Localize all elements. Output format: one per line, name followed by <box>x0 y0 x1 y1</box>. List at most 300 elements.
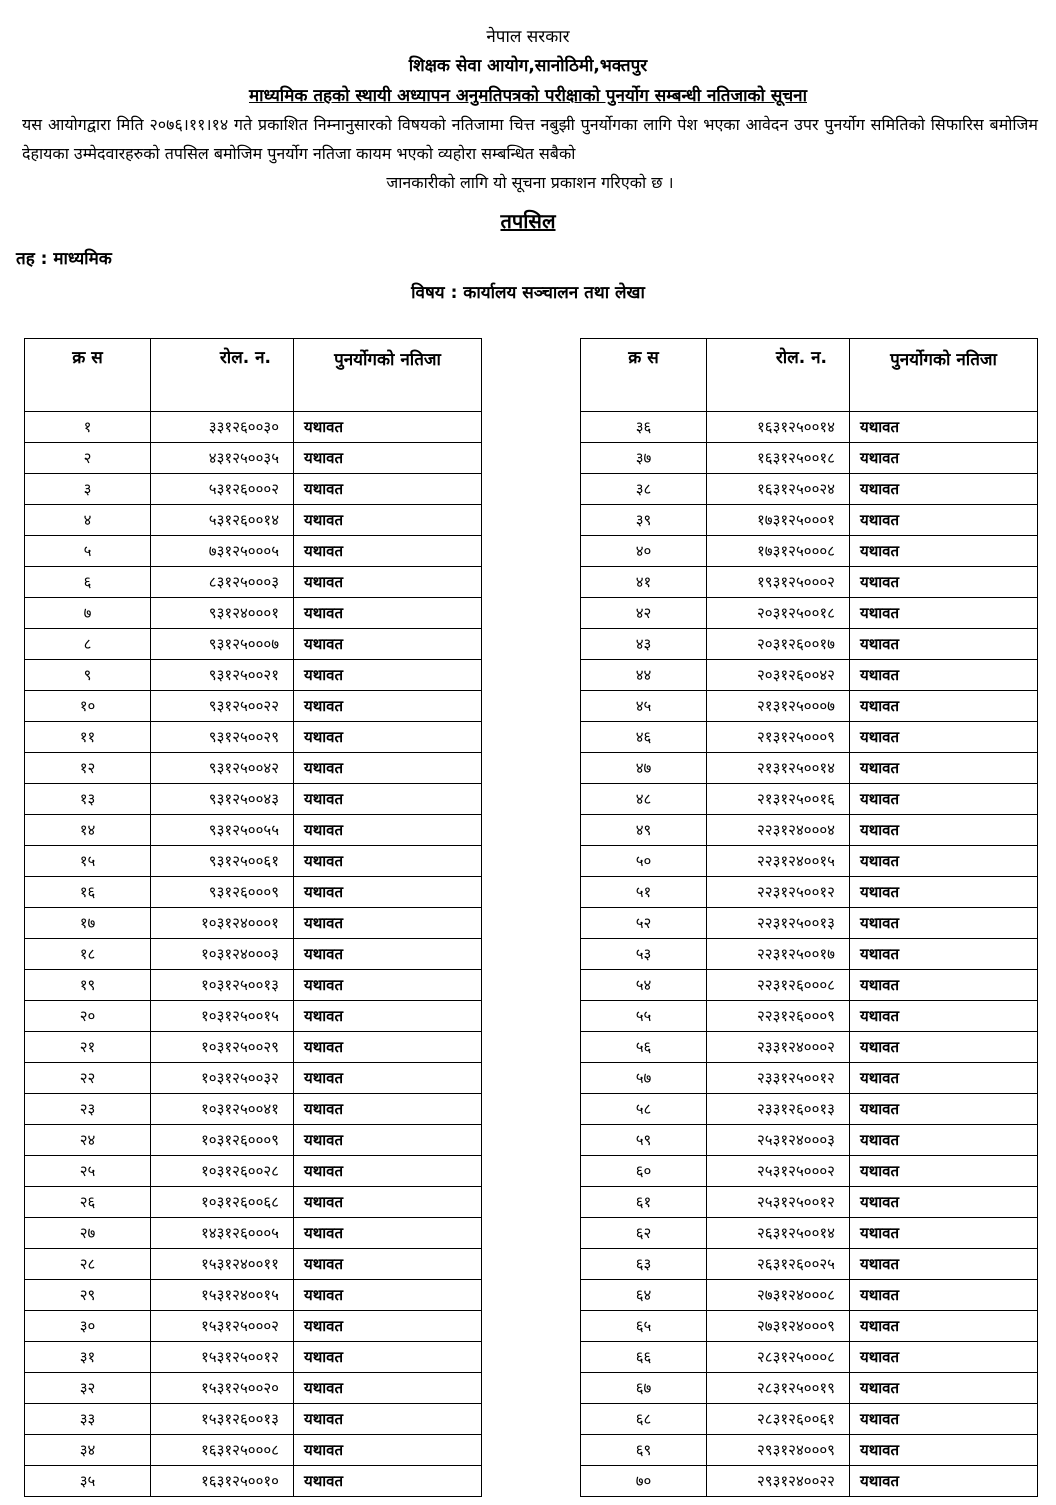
table-row <box>581 1032 1038 1063</box>
row-roll-number: २३३१२५००१२ <box>707 1063 850 1094</box>
row-result: यथावत <box>294 1001 482 1032</box>
row-sn: ६० <box>581 1156 707 1187</box>
row-sn: २८ <box>25 1249 151 1280</box>
table-row <box>25 1187 482 1218</box>
row-sn: २३ <box>25 1094 151 1125</box>
row-roll-number: २८३१२६००६१ <box>707 1404 850 1435</box>
row-roll-number: १०३१२४०००१ <box>151 908 294 939</box>
table-row <box>581 722 1038 753</box>
row-sn: २७ <box>25 1218 151 1249</box>
row-result: यथावत <box>850 598 1038 629</box>
row-roll-number: २१३१२५०००९ <box>707 722 850 753</box>
row-sn: ६४ <box>581 1280 707 1311</box>
row-result: यथावत <box>850 443 1038 474</box>
table-row <box>581 412 1038 443</box>
row-roll-number: १०३१२६००२८ <box>151 1156 294 1187</box>
row-roll-number: २९३१२४००२२ <box>707 1466 850 1497</box>
row-result: यथावत <box>850 1435 1038 1466</box>
row-sn: ३२ <box>25 1373 151 1404</box>
row-result: यथावत <box>850 784 1038 815</box>
row-sn: ३ <box>25 474 151 505</box>
row-roll-number: ५३१२६००१४ <box>151 505 294 536</box>
row-roll-number: २२३१२५००१७ <box>707 939 850 970</box>
row-sn: ६३ <box>581 1249 707 1280</box>
row-roll-number: २५३१२४०००३ <box>707 1125 850 1156</box>
row-roll-number: २६३१२५००१४ <box>707 1218 850 1249</box>
row-sn: ४१ <box>581 567 707 598</box>
row-result: यथावत <box>294 1311 482 1342</box>
row-roll-number: ५३१२६०००२ <box>151 474 294 505</box>
row-result: यथावत <box>294 1218 482 1249</box>
row-roll-number: २२३१२४०००४ <box>707 815 850 846</box>
row-result: यथावत <box>294 660 482 691</box>
row-result: यथावत <box>294 753 482 784</box>
table-row <box>25 505 482 536</box>
row-roll-number: १०३१२६०००९ <box>151 1125 294 1156</box>
table-row <box>25 1404 482 1435</box>
row-result: यथावत <box>850 1094 1038 1125</box>
row-roll-number: ९३१२५००२२ <box>151 691 294 722</box>
header-government: नेपाल सरकार <box>486 27 570 47</box>
row-sn: ३६ <box>581 412 707 443</box>
table-row <box>581 629 1038 660</box>
row-result: यथावत <box>850 1063 1038 1094</box>
column-header-result: पुनर्योगको नतिजा <box>850 339 1038 412</box>
row-sn: १६ <box>25 877 151 908</box>
row-result: यथावत <box>294 908 482 939</box>
row-sn: ५१ <box>581 877 707 908</box>
row-result: यथावत <box>294 877 482 908</box>
row-result: यथावत <box>850 1032 1038 1063</box>
row-roll-number: १५३१२४००११ <box>151 1249 294 1280</box>
row-roll-number: १०३१२५००३२ <box>151 1063 294 1094</box>
row-sn: ५३ <box>581 939 707 970</box>
row-roll-number: ९३१२४०००१ <box>151 598 294 629</box>
row-roll-number: १०३१२५००१३ <box>151 970 294 1001</box>
table-row <box>581 691 1038 722</box>
row-roll-number: १६३१२५००१० <box>151 1466 294 1497</box>
row-roll-number: ९३१२५०००७ <box>151 629 294 660</box>
row-sn: ६८ <box>581 1404 707 1435</box>
row-sn: १५ <box>25 846 151 877</box>
row-result: यथावत <box>850 1280 1038 1311</box>
row-roll-number: २२३१२४००१५ <box>707 846 850 877</box>
table-row <box>25 784 482 815</box>
column-header-result: पुनर्योगको नतिजा <box>294 339 482 412</box>
table-row <box>25 1032 482 1063</box>
row-result: यथावत <box>850 1311 1038 1342</box>
row-roll-number: ९३१२५००४२ <box>151 753 294 784</box>
row-result: यथावत <box>294 505 482 536</box>
row-sn: १७ <box>25 908 151 939</box>
row-result: यथावत <box>294 1404 482 1435</box>
row-sn: ६७ <box>581 1373 707 1404</box>
table-row <box>25 815 482 846</box>
row-sn: २२ <box>25 1063 151 1094</box>
row-roll-number: ४३१२५००३५ <box>151 443 294 474</box>
row-result: यथावत <box>294 629 482 660</box>
row-result: यथावत <box>294 970 482 1001</box>
row-roll-number: ८३१२५०००३ <box>151 567 294 598</box>
row-roll-number: १६३१२५००१८ <box>707 443 850 474</box>
row-sn: ४२ <box>581 598 707 629</box>
row-sn: ५४ <box>581 970 707 1001</box>
row-roll-number: २३३१२४०००२ <box>707 1032 850 1063</box>
row-roll-number: १५३१२५००१२ <box>151 1342 294 1373</box>
intro-last-line: जानकारीको लागि यो सूचना प्रकाशन गरिएको छ । <box>386 173 674 192</box>
row-sn: ११ <box>25 722 151 753</box>
table-row <box>581 1311 1038 1342</box>
table-row <box>581 1125 1038 1156</box>
row-result: यथावत <box>850 970 1038 1001</box>
row-sn: १२ <box>25 753 151 784</box>
row-roll-number: २१३१२५००१६ <box>707 784 850 815</box>
row-result: यथावत <box>294 443 482 474</box>
table-row <box>581 536 1038 567</box>
row-roll-number: ९३१२५००४३ <box>151 784 294 815</box>
row-roll-number: १५३१२५०००२ <box>151 1311 294 1342</box>
table-row <box>581 1404 1038 1435</box>
row-roll-number: २८३१२५०००८ <box>707 1342 850 1373</box>
row-result: यथावत <box>294 474 482 505</box>
row-result: यथावत <box>850 505 1038 536</box>
row-sn: ६१ <box>581 1187 707 1218</box>
results-table-left <box>24 338 482 1497</box>
table-row <box>581 660 1038 691</box>
row-sn: १३ <box>25 784 151 815</box>
row-roll-number: २२३१२५००१३ <box>707 908 850 939</box>
column-header-sn: क्र स <box>581 339 707 412</box>
table-row <box>25 939 482 970</box>
row-sn: ७ <box>25 598 151 629</box>
row-sn: ४७ <box>581 753 707 784</box>
row-roll-number: १०३१२५००१५ <box>151 1001 294 1032</box>
row-roll-number: २५३१२५०००२ <box>707 1156 850 1187</box>
row-sn: ४० <box>581 536 707 567</box>
row-result: यथावत <box>294 536 482 567</box>
table-row <box>581 877 1038 908</box>
row-sn: ४५ <box>581 691 707 722</box>
row-roll-number: २२३१२६०००९ <box>707 1001 850 1032</box>
table-row <box>25 846 482 877</box>
table-row <box>581 1280 1038 1311</box>
row-roll-number: ९३१२५००६१ <box>151 846 294 877</box>
row-result: यथावत <box>850 1249 1038 1280</box>
row-sn: ४९ <box>581 815 707 846</box>
row-result: यथावत <box>850 877 1038 908</box>
table-row <box>25 970 482 1001</box>
results-table-left-body <box>25 412 482 1497</box>
row-result: यथावत <box>850 1001 1038 1032</box>
table-row <box>25 691 482 722</box>
row-sn: ४३ <box>581 629 707 660</box>
row-roll-number: २०३१२६००१७ <box>707 629 850 660</box>
row-result: यथावत <box>850 1218 1038 1249</box>
row-roll-number: २७३१२४०००९ <box>707 1311 850 1342</box>
row-roll-number: २७३१२४०००८ <box>707 1280 850 1311</box>
row-sn: २० <box>25 1001 151 1032</box>
row-result: यथावत <box>294 784 482 815</box>
row-sn: २१ <box>25 1032 151 1063</box>
row-roll-number: २८३१२५००१९ <box>707 1373 850 1404</box>
table-row <box>581 1001 1038 1032</box>
table-row <box>25 908 482 939</box>
row-sn: २६ <box>25 1187 151 1218</box>
row-result: यथावत <box>850 629 1038 660</box>
row-sn: ३७ <box>581 443 707 474</box>
row-roll-number: १०३१२६००६८ <box>151 1187 294 1218</box>
table-row <box>581 1187 1038 1218</box>
row-roll-number: १७३१२५०००१ <box>707 505 850 536</box>
row-sn: ६२ <box>581 1218 707 1249</box>
results-table-right <box>580 338 1038 1497</box>
row-roll-number: ९३१२५००२९ <box>151 722 294 753</box>
table-row <box>581 1249 1038 1280</box>
row-roll-number: १५३१२६००१३ <box>151 1404 294 1435</box>
row-sn: ३० <box>25 1311 151 1342</box>
table-row <box>581 1094 1038 1125</box>
row-roll-number: १९३१२५०००२ <box>707 567 850 598</box>
row-result: यथावत <box>294 846 482 877</box>
table-row <box>581 753 1038 784</box>
row-sn: १० <box>25 691 151 722</box>
table-row <box>581 1373 1038 1404</box>
row-roll-number: १६३१२५००२४ <box>707 474 850 505</box>
row-roll-number: ३३१२६००३० <box>151 412 294 443</box>
table-row <box>25 1156 482 1187</box>
column-header-roll: रोल. न. <box>151 339 294 412</box>
row-roll-number: २३३१२६००१३ <box>707 1094 850 1125</box>
row-sn: ५५ <box>581 1001 707 1032</box>
row-sn: ६५ <box>581 1311 707 1342</box>
row-result: यथावत <box>294 1280 482 1311</box>
table-row <box>581 939 1038 970</box>
table-row <box>581 1435 1038 1466</box>
table-row <box>25 1311 482 1342</box>
row-sn: २ <box>25 443 151 474</box>
row-sn: ५० <box>581 846 707 877</box>
row-result: यथावत <box>850 536 1038 567</box>
row-result: यथावत <box>850 660 1038 691</box>
row-sn: ६९ <box>581 1435 707 1466</box>
row-roll-number: १०३१२५००४१ <box>151 1094 294 1125</box>
row-sn: ३५ <box>25 1466 151 1497</box>
table-row <box>581 598 1038 629</box>
tapsil-heading <box>0 207 1056 234</box>
row-sn: ९ <box>25 660 151 691</box>
row-sn: ५६ <box>581 1032 707 1063</box>
row-sn: २५ <box>25 1156 151 1187</box>
row-sn: १४ <box>25 815 151 846</box>
table-row <box>25 1249 482 1280</box>
table-row <box>581 970 1038 1001</box>
row-result: यथावत <box>850 1466 1038 1497</box>
row-roll-number: २०३१२६००४२ <box>707 660 850 691</box>
table-row <box>581 1342 1038 1373</box>
table-row <box>25 1094 482 1125</box>
table-row <box>25 1063 482 1094</box>
row-sn: ४६ <box>581 722 707 753</box>
table-row <box>25 474 482 505</box>
row-roll-number: १४३१२६०००५ <box>151 1218 294 1249</box>
row-result: यथावत <box>850 691 1038 722</box>
column-header-sn: क्र स <box>25 339 151 412</box>
row-roll-number: १५३१२५००२० <box>151 1373 294 1404</box>
row-result: यथावत <box>294 1342 482 1373</box>
intro-paragraph: यस आयोगद्वारा मिति २०७६।११।१४ गते प्रकाशित निम्नानुसारको विषयको नतिजामा चित्त नबुझी पुनर्योगका लागि पेश भएका आवेदन उपर पुनर्योग समितिको सिफारिस बमोजिम देहायका उम्मेदवारहरुको तपसिल बमोजिम पुनर्योग नतिजा कायम भएको व्यहोरा सम्बन्धित सबैको <box>22 115 1038 163</box>
table-row <box>581 1063 1038 1094</box>
row-sn: ३३ <box>25 1404 151 1435</box>
table-row <box>25 753 482 784</box>
row-result: यथावत <box>850 567 1038 598</box>
table-row <box>25 412 482 443</box>
table-row <box>581 846 1038 877</box>
row-result: यथावत <box>850 412 1038 443</box>
row-result: यथावत <box>294 567 482 598</box>
row-result: यथावत <box>850 474 1038 505</box>
row-result: यथावत <box>294 598 482 629</box>
row-result: यथावत <box>850 939 1038 970</box>
row-result: यथावत <box>294 1187 482 1218</box>
table-row <box>581 1156 1038 1187</box>
subject-label: विषय : कार्यालय सञ्चालन तथा लेखा <box>411 283 645 303</box>
tapsil-heading-text: तपसिल <box>500 209 556 233</box>
row-sn: ४४ <box>581 660 707 691</box>
table-row <box>581 443 1038 474</box>
row-sn: ५९ <box>581 1125 707 1156</box>
table-row <box>581 505 1038 536</box>
row-roll-number: २९३१२४०००९ <box>707 1435 850 1466</box>
table-row <box>25 567 482 598</box>
row-result: यथावत <box>294 1466 482 1497</box>
row-result: यथावत <box>294 691 482 722</box>
table-row <box>581 474 1038 505</box>
table-row <box>25 1125 482 1156</box>
row-sn: ५७ <box>581 1063 707 1094</box>
row-sn: ४ <box>25 505 151 536</box>
table-row <box>25 722 482 753</box>
table-row <box>25 1435 482 1466</box>
row-roll-number: ९३१२६०००९ <box>151 877 294 908</box>
row-result: यथावत <box>294 1249 482 1280</box>
row-roll-number: ९३१२५००५५ <box>151 815 294 846</box>
row-roll-number: २०३१२५००१८ <box>707 598 850 629</box>
table-row <box>25 1466 482 1497</box>
row-result: यथावत <box>850 908 1038 939</box>
table-row <box>25 598 482 629</box>
row-roll-number: १६३१२५०००८ <box>151 1435 294 1466</box>
row-result: यथावत <box>294 939 482 970</box>
row-sn: ५२ <box>581 908 707 939</box>
row-roll-number: २१३१२५००१४ <box>707 753 850 784</box>
row-sn: ६ <box>25 567 151 598</box>
row-sn: ८ <box>25 629 151 660</box>
row-sn: १ <box>25 412 151 443</box>
row-sn: ३९ <box>581 505 707 536</box>
row-roll-number: २२३१२६०००८ <box>707 970 850 1001</box>
table-row <box>25 877 482 908</box>
table-row <box>25 1342 482 1373</box>
row-roll-number: २२३१२५००१२ <box>707 877 850 908</box>
row-sn: १८ <box>25 939 151 970</box>
table-row <box>581 567 1038 598</box>
table-row <box>581 1218 1038 1249</box>
row-result: यथावत <box>294 722 482 753</box>
table-row <box>25 1373 482 1404</box>
table-row <box>25 1280 482 1311</box>
row-result: यथावत <box>850 1373 1038 1404</box>
row-sn: ३८ <box>581 474 707 505</box>
row-roll-number: १०३१२४०००३ <box>151 939 294 970</box>
table-row <box>25 660 482 691</box>
row-sn: १९ <box>25 970 151 1001</box>
row-roll-number: २५३१२५००१२ <box>707 1187 850 1218</box>
level-label: तह : माध्यमिक <box>16 249 112 269</box>
table-row <box>581 1466 1038 1497</box>
notice-title <box>0 83 1056 106</box>
table-row <box>25 443 482 474</box>
row-roll-number: १५३१२४००१५ <box>151 1280 294 1311</box>
notice-title-text: माध्यमिक तहको स्थायी अध्यापन अनुमतिपत्रको परीक्षाको पुनर्योग सम्बन्धी नतिजाको सूचना <box>248 86 807 106</box>
row-result: यथावत <box>850 815 1038 846</box>
row-result: यथावत <box>294 1063 482 1094</box>
table-row <box>25 629 482 660</box>
row-sn: ३१ <box>25 1342 151 1373</box>
row-roll-number: २६३१२६००२५ <box>707 1249 850 1280</box>
row-result: यथावत <box>294 1435 482 1466</box>
table-row <box>25 1001 482 1032</box>
row-sn: ५८ <box>581 1094 707 1125</box>
table-row <box>25 536 482 567</box>
row-result: यथावत <box>850 1342 1038 1373</box>
row-result: यथावत <box>294 815 482 846</box>
table-row <box>581 815 1038 846</box>
row-result: यथावत <box>294 412 482 443</box>
row-roll-number: ७३१२५०००५ <box>151 536 294 567</box>
row-result: यथावत <box>294 1373 482 1404</box>
row-sn: ३४ <box>25 1435 151 1466</box>
table-row <box>581 908 1038 939</box>
row-result: यथावत <box>850 1187 1038 1218</box>
row-sn: ५ <box>25 536 151 567</box>
row-roll-number: १०३१२५००२९ <box>151 1032 294 1063</box>
column-header-roll: रोल. न. <box>707 339 850 412</box>
row-sn: २९ <box>25 1280 151 1311</box>
row-result: यथावत <box>850 846 1038 877</box>
row-result: यथावत <box>294 1032 482 1063</box>
row-roll-number: ९३१२५००२१ <box>151 660 294 691</box>
row-roll-number: २१३१२५०००७ <box>707 691 850 722</box>
row-result: यथावत <box>294 1156 482 1187</box>
table-row <box>25 1218 482 1249</box>
row-sn: ४८ <box>581 784 707 815</box>
row-result: यथावत <box>850 753 1038 784</box>
header-commission: शिक्षक सेवा आयोग,सानोठिमी,भक्तपुर <box>408 56 648 76</box>
row-roll-number: १७३१२५०००८ <box>707 536 850 567</box>
table-row <box>581 784 1038 815</box>
row-result: यथावत <box>850 722 1038 753</box>
row-sn: ६६ <box>581 1342 707 1373</box>
row-result: यथावत <box>294 1094 482 1125</box>
row-result: यथावत <box>850 1125 1038 1156</box>
row-sn: ७० <box>581 1466 707 1497</box>
row-result: यथावत <box>850 1156 1038 1187</box>
row-sn: २४ <box>25 1125 151 1156</box>
row-roll-number: १६३१२५००१४ <box>707 412 850 443</box>
row-result: यथावत <box>294 1125 482 1156</box>
results-table-right-body <box>581 412 1038 1497</box>
row-result: यथावत <box>850 1404 1038 1435</box>
